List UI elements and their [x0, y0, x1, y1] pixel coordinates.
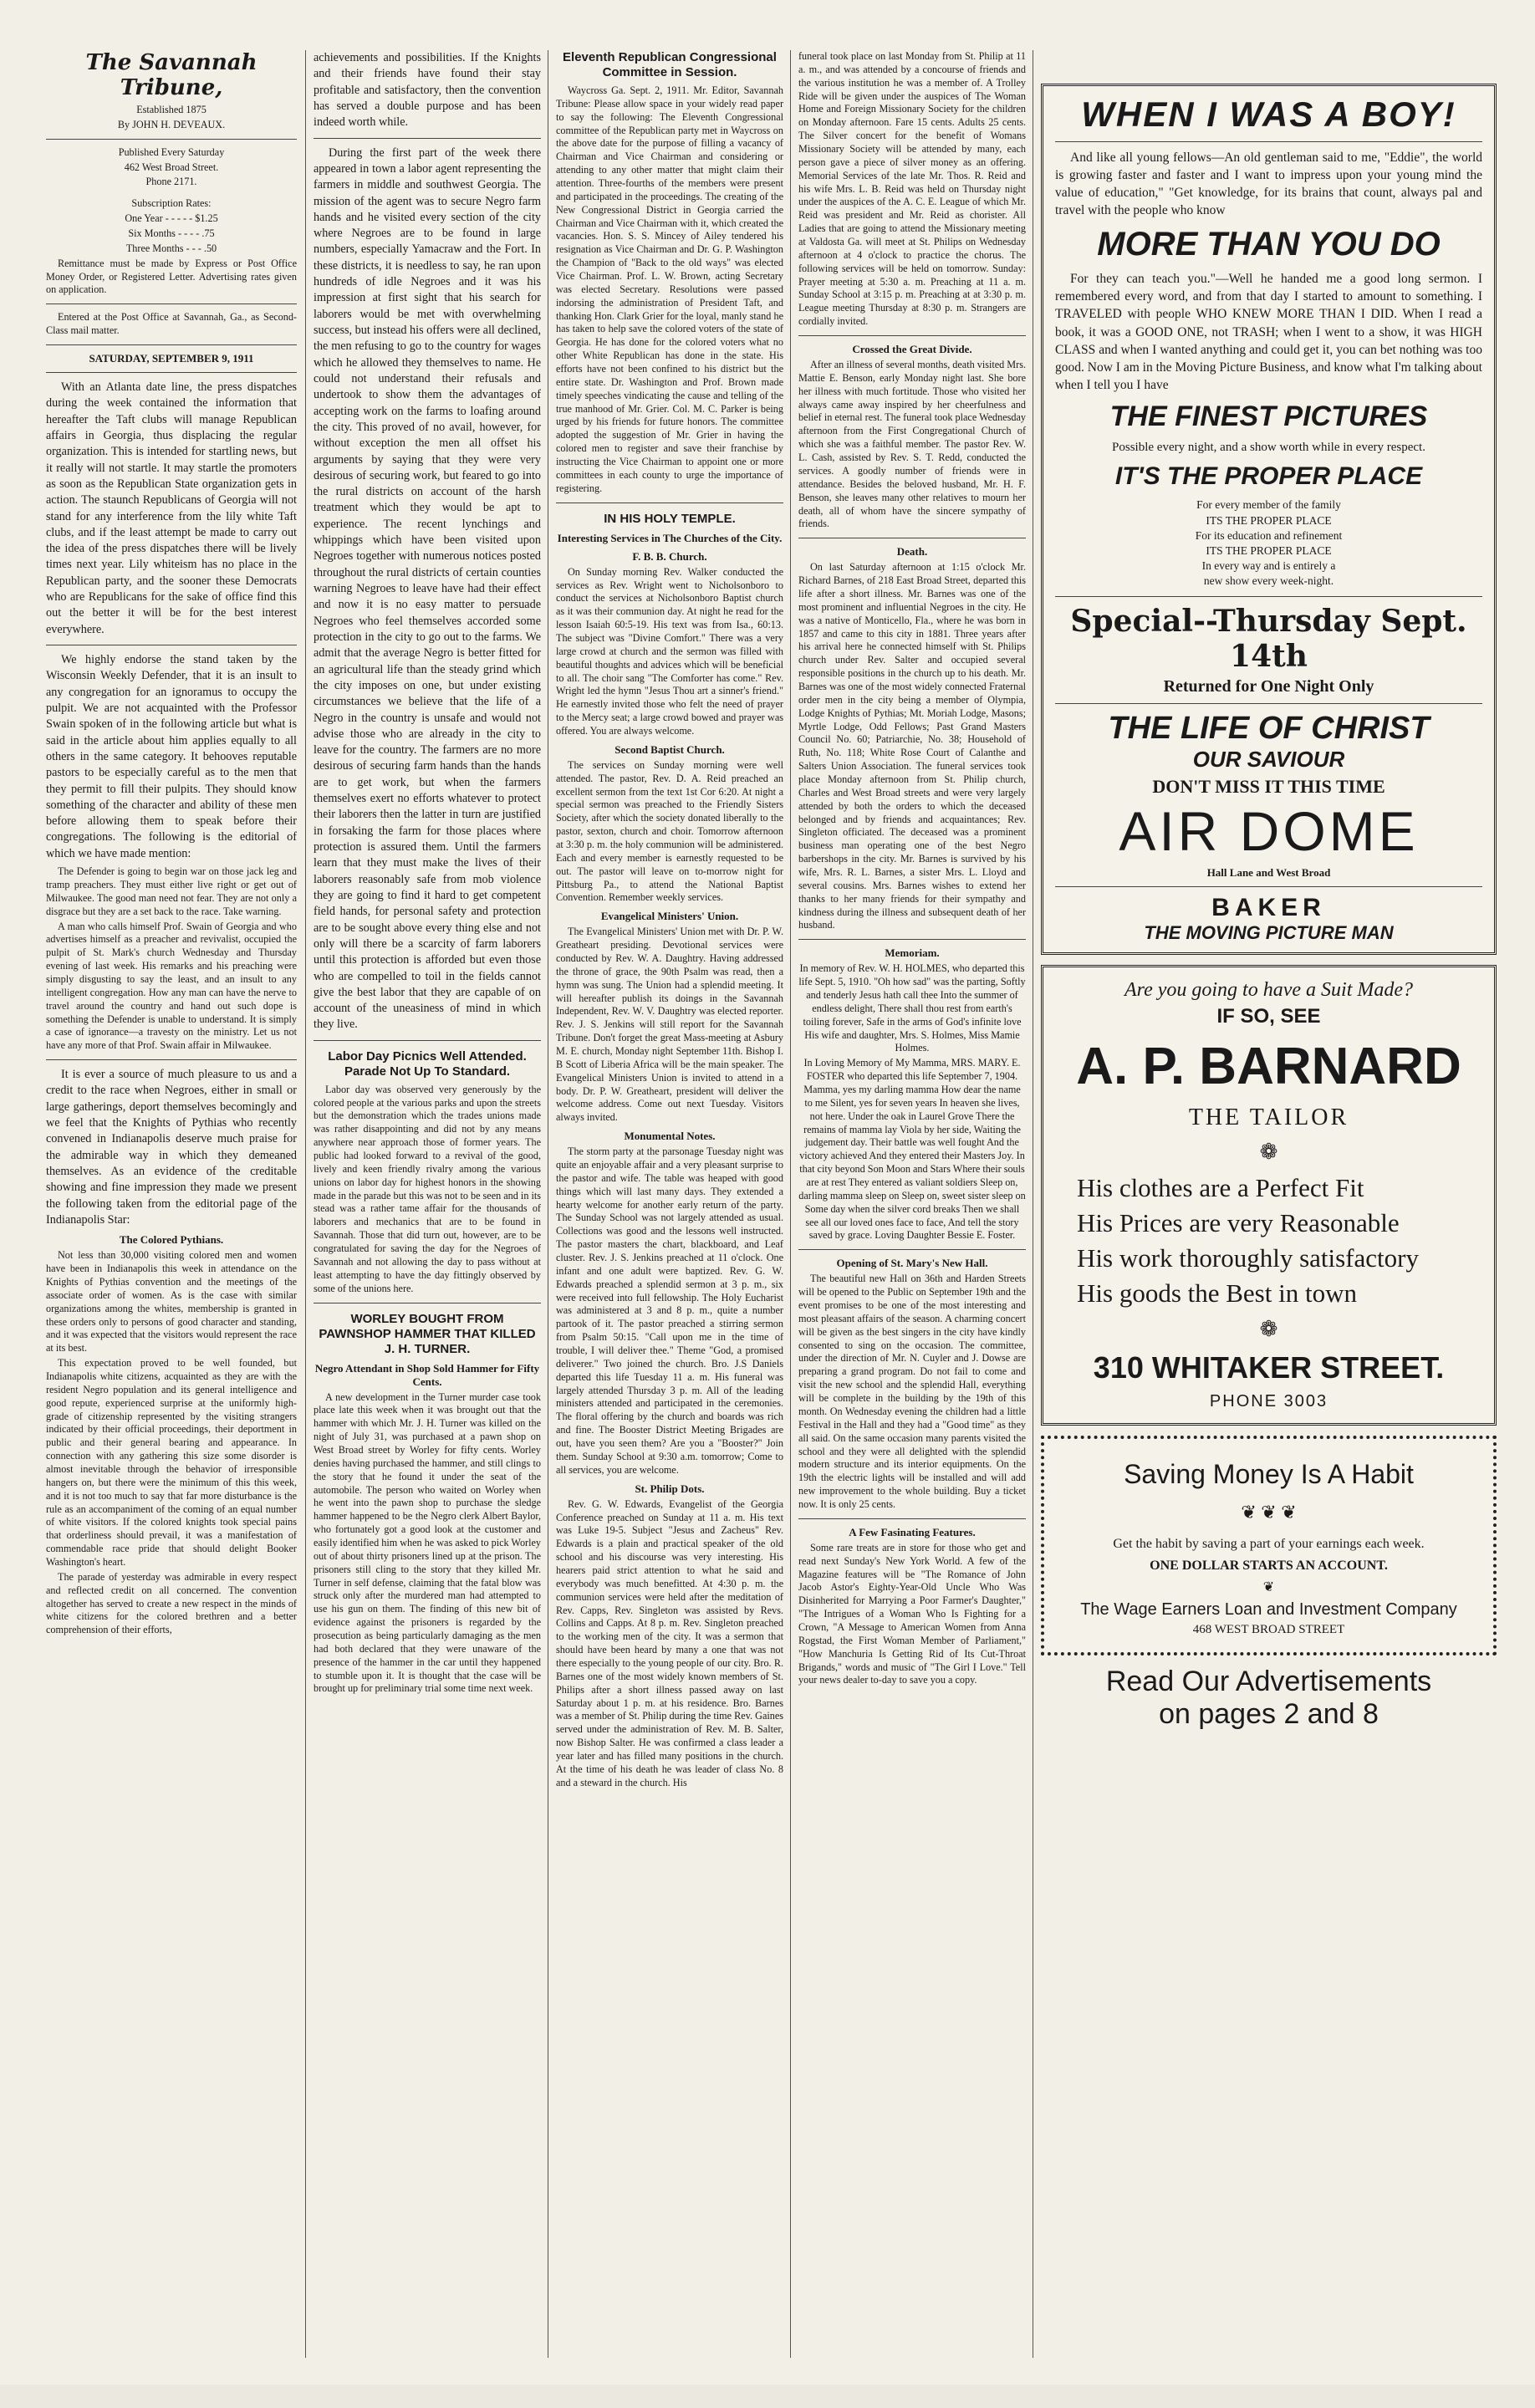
ad-subhead: DON'T MISS IT THIS TIME	[1152, 775, 1385, 797]
issue-date: SATURDAY, SEPTEMBER 9, 1911	[89, 352, 254, 365]
divider	[46, 1059, 297, 1060]
features-text: Some rare treats are in store for those who get and read next Sunday's New York World. A few of the Magazine features will be "The Romance of John Jacob Astor's Eighty-Year-Old Uncle Who Was Disinherited for Marrying a Poor Farmer's Daughter," "The Intrigues of a Woman Who Is Fighting for a Crown, "A Message to American Women from Anna Rogstad, the First Woman Member of Parliament," "How Manchuria Is Getting Rid of Its Cut-Throat Brigands," words and music of "The Girl I Love." Tell your news dealer to-day to save you a copy.	[798, 1541, 1026, 1686]
pythians-text-1: Not less than 30,000 visiting colored men and women have been in Indianapolis this week in attendance on the Knights of Pythias convention and the meetings of the associate order of women. As is the case with similar organizations among the whites, membership is granted in these orders only to persons of good character and standing, and it was expected that the visitors would represent the race at its best.	[46, 1249, 297, 1354]
editorial-pulpit: We highly endorse the stand taken by the Wisconsin Weekly Defender, that it is an insult to any congregation for an ignoramus to occupy the pulpit. We are not acquainted with the Professor Swain spoken of in the following article but what is said in the article about him applies equally to all others in the same category. It behooves reputable pastors to be especially careful as to the men that they permit to fill their pulpits. They should know something of the character and ability of these men before allowing them to speak before their congregations. The following is the editorial of which we have made mention:	[46, 653, 297, 860]
editorial-labor-agent: During the first part of the week there appeared in town a labor agent representing the farmers in middle and southwest Georgia. The mission of the agent was to secure Negro farm hands and he visited every section of the city where Negroes are to be found in large numbers, especially Yamacraw and the Fort. In these districts, it is needless to say, he ran upon hundreds of idle Negroes and it was his impression at first sight that his search for laborers would be met with overwhelming success, but instead his offers were all declined, the men refusing to go to the country for wages which he allowed they themselves to name. He could not understand their refusals and undertook to show them the advantages of accepting work on the farms to loafing around the city. This proved of no avail, however, for without exception the men all offset his arguments by saying that they were very desirous of securing work, but feared to go into the rural districts on account of the harsh treatment which they would be apt to experience. The recent lynchings and whippings which have been visited upon Negroes together with numerous notices posted throughout the rural districts of certain counties warning Negroes to leave have had their effect and now it is no easy matter to persuade Negroes who feel themselves accorded some protection in the city to go out to the farms. We admit that the average Negro is better fitted for an agricultural life than the steady grind which the city imposes on one, but under existing circumstances we believe that the life of a Negro in the country is unsafe and would not advise those who are already in the city to leave for the country. The farmers are no more desirous of securing farm hands than the hands are to get work, but when the farmers themselves exert no efforts whatever to protect their laborers then the latter in turn are justified in forsaking the farm for those places where protection is assured them. Until the farmers learn that they must make the lives of their laborers reasonably safe from mob violence they are going to find it hard to get competent field hands, for personal safety and protection are to be sought above every thing else and not only will there be a scarcity of farm laborers until this protection is afforded but even those who are compelled to toil in the fields cannot give the best labor that they are capable of on account of the uneasiness of mind in which they live.	[314, 145, 541, 1032]
ad-text: For they can teach you."—Well he handed me a good long sermon. I remembered every word, and from that day I started to amount to something. I TRAVELED with people WHO KNEW MORE THAN I DID. When I read a book, it was a GOOD ONE, not TRASH; when I went to a show, it was HIGH CLASS and when I wanted anything and could get it, you can bet nothing was too good. Now I am in the Moving Picture Business, and know what I'm talking about when I tell you I have	[1055, 272, 1482, 392]
ad-headline: IT'S THE PROPER PLACE	[1114, 462, 1423, 491]
ad-text: Get the habit by saving a part of your earnings each week.	[1113, 1537, 1425, 1552]
divider	[798, 939, 1026, 940]
church-heading: F. B. B. Church.	[632, 549, 707, 563]
pages-notice: on pages 2 and 8	[1159, 1697, 1379, 1730]
divider	[798, 1249, 1026, 1250]
pythians-text-3: The parade of yesterday was admirable in every respect and reflected credit on all concerned. The convention altogether has served to create a new respect in the minds of white citizens for the colored brethren and a better comprehension of their efforts,	[46, 1570, 297, 1636]
ad-text: Possible every night, and a show worth while in every respect.	[1112, 440, 1425, 454]
ad-headline: THE LIFE OF CHRIST	[1108, 710, 1430, 746]
church-heading: Second Baptist Church.	[615, 742, 725, 756]
pythians-continued: achievements and possibilities. If the Knights and their friends have found their stay profitable and satisfactory, then the convention has served a double purpose and has been indeed worth while.	[314, 51, 541, 130]
church-text: On Sunday morning Rev. Walker conducted the services as Rev. Wright went to Nicholsonboro to conduct the services at Nicholsonboro Baptist church as it was their communion day. At night he read for the lesson Isaiah 60:5-19. His text was from Isa., 60:13. The subject was "Divine Comfort." There was a very large crowd at church and the sermon was filled with beautiful thoughts and advices which will be beneficial to all. The choir sang "The Comforter has come." Rev. Wright led the hymn "Jesus Thou art a sinner's friend." He earnestly invited those who felt the need of prayer to the Mercy seat; a large crowd bowed and prayer was offered. You are always welcome.	[556, 565, 783, 737]
article-heading: Labor Day Picnics Well Attended. Parade Not Up To Standard.	[328, 1048, 527, 1079]
ad-subhead: THE MOVING PICTURE MAN	[1144, 922, 1394, 944]
divider	[1055, 141, 1482, 142]
column-4	[798, 50, 1026, 2375]
ad-line: For its education and refinement	[1195, 528, 1343, 542]
ad-line: Hall Lane and West Broad	[1206, 866, 1331, 880]
st-philip-continued: funeral took place on last Monday from St. Philip at 11 a. m., and was attended by a concourse of friends and the various institution he was a member of. A Trolley Ride will be given under the auspices of The Woman Home and Foreign Missionary Society for the children on Monday afternoon. Fare 15 cents. Adults 25 cents. The Silver concert for the benefit of Womans Missionary Society will be attended by many, each person gave a piece of silver money as an offering. Memorial Services of the late Mr. Thos. R. Reid and his wife Mrs. L. B. Reid was held on Thursday night under the auspices of the A. C. E. League of which Mr. Reid was president and Mr. Reid as chorister. All Ladies that are going to attend the Missionary meeting at Valdosta Ga. will meet at St. Philips on Wednesday afternoon at 4 o'clock to practice the chorus. The following services will be held on tomorrow. Sunday: Prayer meeting at 5:30 a. m. Preaching at 11 a. m. Sunday School at 3:15 p. m. Preaching at at 3:30 p. m. League meeting Thursday at 8:30 p. m. Strangers are cordially invited.	[798, 50, 1026, 328]
memoriam-holmes: In memory of Rev. W. H. HOLMES, who departed this life Sept. 5, 1910. "Oh how sad" was the parting, Softly and tenderly Jesus hath call thee Into the summer of endless delight, There shall thou rest from earth's toiling forever, Safe in the arms of God's infinite love His wife and daughter, Mrs. S. Holmes, Miss Mamie Holmes.	[798, 962, 1026, 1054]
rate-line: Six Months - - - - .75	[128, 227, 215, 240]
section-subheading: Interesting Services in The Churches of the City.	[557, 531, 783, 544]
quote-defender-2: A man who calls himself Prof. Swain of Georgia and who advertises himself as a preacher and revivalist, occupied the pulpit of St. Mark's church Wednesday and Thursday evening of last week. His remarks and his preaching were simply disgusting to say the least, and an insult to any intelligent congregation. How any man can have the nerve to travel around the country and hand out such dope is something the Defender is unable to understand. It is simply a case of ignorance—a travesty on the ministry. Let us not have any more of that Prof. Swain affair in Milwaukee.	[46, 920, 297, 1052]
company-address: 468 WEST BROAD STREET	[1192, 1622, 1345, 1636]
ad-line: new show every week-night.	[1203, 574, 1334, 588]
divider	[1055, 703, 1482, 704]
ad-subhead: ONE DOLLAR STARTS AN ACCOUNT.	[1150, 1558, 1388, 1573]
airdome-logo: AIR DOME	[1119, 799, 1419, 862]
ads-column	[1041, 84, 1497, 2408]
quote-defender-1: The Defender is going to begin war on those jack leg and tramp preachers. They must either live right or get out of Milwaukee. The good man need not fear. They are not only a disgrace but they are a set back to the race. Take warning.	[46, 865, 297, 917]
divider	[46, 344, 297, 345]
church-text: Rev. G. W. Edwards, Evangelist of the Georgia Conference preached on Sunday at 11 a. m. His text was Luke 19-5. Subject "Jesus and Zacheus" Rev. Edwards is a plain and practical speaker of the old school and his discourse was very interesting. His hearers paid strict attention to what he said and everybody was much benefitted. At 4:30 p. m. the communion services were held after the meditation of Rev. Capps, Rev. Singleton was assisted by Revs. Collins and Capps. At 8 p. m. Rev. Singleton preached to the working men of the city. It was a sermon that should have been heard by many a one that was not there especially to the young people of our city. Bro. R. Barnes one of the most widely known members of St. Philips after a short illness passed away on last Saturday about 1 p. m. at his residence. Bro. Barnes was a member of St. Philip during the time Rev. Gaines served under the administration of Rev. M. B. Salter, now Bishop Salter. He was confirmed a class leader a year later and has filled many positions in the church. At the time of his death he was leader of class No. 8 and a steward in the church. His	[556, 1497, 783, 1788]
church-heading: Evangelical Ministers' Union.	[600, 910, 739, 923]
pythians-text-2: This expectation proved to be well founded, but Indianapolis white citizens, acquainted as they are with the resident Negro population and its general intelligence and good repute, experienced surprise at the uniformly high-grade of citizenship represented by the visiting strangers indicated by their official proceedings, their deportment in public and their general bearing and appearance. In connection with any gathering this size some disorder is almost inevitable through the behavior of irresponsible hangers on, but there were the minimum of this this week, and it is not too much to say that far more disturbance is the rule as an accompaniment of the coming of an equal number of white visitors. If the colored knights took special pains that orderliness should prevail, it was a manifestation of commendable race pride that should delight Booker Washington's heart.	[46, 1357, 297, 1569]
editorial-republican: With an Atlanta date line, the press dispatches during the week contained the information that hereafter the Taft clubs will manage Republican affairs in Georgia, thus displacing the regular organization. This is intended for startling news, but it really will not startle. It may startle the promoters as soon as the Republican State organization gets in action. The staunch Republicans of Georgia will not stand for any interference from the lily white Taft clubs, and if the least attempt be made to carry out the idea of the press dispatches there will be lively times next year. Lily whiteism has no place in the Republican party, and the sooner these Democrats who are Republicans for the sake of office find this out the better it will be for the best interest everywhere.	[46, 380, 297, 636]
column-2	[314, 50, 541, 2375]
ad-line: His Prices are very Reasonable	[1077, 1208, 1400, 1238]
masthead-phone: Phone 2171.	[145, 176, 197, 188]
divider	[314, 138, 541, 139]
editorial-pythians: It is ever a source of much pleasure to us and a credit to the race when Negroes, either in small or large gatherings, deport themselves becomingly and we feel that the Knights of Pythias who recently convened in Indianapolis deserve much praise for the admirable way in which they demeaned themselves. As an evidence of the creditable showing and fine impression they made we present the following taken from the editorial page of the Indianapolis Star:	[46, 1068, 297, 1227]
ad-text: And like all young fellows—An old gentleman said to me, "Eddie", the world is growing faster and faster and I want to impress upon your young mind the value of education," "Get knowledge, for its brains that count, always pal and travel with the people who know	[1055, 150, 1482, 218]
ornament-icon: ❁	[1259, 1317, 1278, 1342]
divider	[314, 1040, 541, 1041]
article-subheading: Negro Attendant in Shop Sold Hammer for Fifty Cents.	[314, 1361, 540, 1388]
divider	[46, 139, 297, 140]
worley-text: A new development in the Turner murder case took place late this week when it was brought out that the hammer with which Mr. J. H. Turner was killed on the night of July 31, was purchased at a pawn shop on West Broad street by Worley for fifty cents. Worley denies having purchased the hammer, and still clings to the story that he found it under the seat of the automobile. The person who waited on Worley when he went into the pawn shop to purchase the sledge hammer happened to be the Negro clerk Albert Baylor, who fortunately got a good look at the customer and easily identified him when he was asked to pick Worley out of about thirty prisoners lined up at the prison. The prisoners still cling to the story that they killed Mr. Turner in self defense, claiming that the fatal blow was struck only after the murdered man had attempted to use his gun on them. The finding of this new bit of evidence against the prisoners is regarded by the prosecution as being particularly damaging as the men had both declared that they were unaware of the presence of the hammer in the car until they happened to stumble upon it. It is thought that the case will be brought up for preliminary trial some time next week.	[314, 1390, 541, 1695]
masthead-title: The Savannah Tribune,	[85, 50, 258, 100]
committee-text: Waycross Ga. Sept. 2, 1911. Mr. Editor, Savannah Tribune: Please allow space in your widely read paper to say the following: The Eleventh Congressional committee of the Republican party met in Waycross on the above date for the purpose of filling a vacancy of Chairman and Vice Chairman and considering or attending to any other matter that might claim their attention. Three-fourths of the members were present and participated in the proceedings. The creating of the New Congressional District in Georgia carried the Chairman and Vice Chairman with it, which created the vacancies. Hon. S. S. Mincey of Ailey tendered his resignation as Vice Chairman and Dr. G. P. Washington the Champion of "Back to the old ways" was elected Vice Chairman. Prof. L. W. Brown, acting Secretary was elected Secretary. Resolutions were passed indorsing the administration of President Taft, and thanking Hon. Clark Grier for the loyal, manly stand he has taken to help save the colored voters of the state of Georgia. He has done for the colored voters what no other White Republican has done in the state. His efforts have not been confined to his district but the entire state. Dr. Washington and Prof. Brown made timely speeches vindicating the cause and telling of the true manhood of Mr. Grier. Col. M. C. Parker is being urged by his friends for future honors. The committee adopted the suggestion of Mr. Grier in having the colored men to register and save their franchise by instructing the Vice Chairman to appoint one or more committees in each county to urge the importance of registering.	[556, 84, 783, 494]
tailor-address: 310 WHITAKER STREET.	[1093, 1350, 1445, 1385]
hall-text: The beautiful new Hall on 36th and Harden Streets will be opened to the Public on September 19th and the event promises to be one of the most interesting and most pleasant affairs of the season. A charming concert will be given as the best singers in the city have kindly consented to sing on the occasion. The committee, under the direction of Mr. N. Cuyler and J. Dowse are preparing a grand program. Do not fail to come and visit the new school and the splendid Hall, everything will be complete in the building by the 19th of this month. On Wednesday evening the children had a little Festival in the Hall and they had a "Good time" as they all said. On the same occasion many parents visited the school and they were all delighted with the splendid modern structure and its interior equipments. On the 19th the electric lights will be installed and will add new improvement to the whole building. Buy a ticket now. It is only 25 cents.	[798, 1273, 1026, 1510]
article-heading: WORLEY BOUGHT FROM PAWNSHOP HAMMER THAT KILLED J. H. TURNER.	[319, 1311, 536, 1356]
ad-headline: Are you going to have a Suit Made?	[1124, 979, 1414, 1002]
remittance: Remittance must be made by Express or Post Office Money Order, or Registered Letter. Advertising rates given on application.	[46, 257, 297, 296]
church-text: The services on Sunday morning were well attended. The pastor, Rev. D. A. Reid preached an excellent sermon from the text 1st Cor 6:20. At night a special sermon was preached to the Friendly Sisters Society, after which the society donated liberally to the pastor, sexton, church and choir. Tomorrow afternoon at 3:30 p. m. the holy communion will be administered. Each and every member is earnestly requested to be out. The pastor will leave on to-morrow night for Pittsburg Pa., to attend the National Baptist Convention. Remember weekly services.	[556, 758, 783, 904]
ad-headline: WHEN I WAS A BOY!	[1081, 94, 1456, 134]
savings-ad	[1041, 1436, 1497, 1656]
ornament-icon: ❦	[1262, 1579, 1275, 1594]
ad-headline: THE FINEST PICTURES	[1109, 400, 1428, 432]
labor-day-text: Labor day was observed very generously by the colored people at the various parks and upon the streets but the demonstration which the trades unions made was rather disappointing and did not by any means anywhere near approach those of former years. The public had looked forward to a revival of the good, lively and keen friendly rivalry among the various unions on labor day for highest honors in the showing made in the parade but this was not to be seen and in its stead was a rather tame affair for the thousands of laborers and mechanics that are to be found in Savannah. Those that did turn out, however, are to be congratulated for saving the day for the Negroes of Savannah and not allowing the day to pass without at least attempting to have the day fittingly observed by some of the unions here.	[314, 1083, 541, 1294]
ad-line: ITS THE PROPER PLACE	[1206, 544, 1332, 558]
church-heading: St. Philip Dots.	[635, 1482, 705, 1495]
company-name: The Wage Earners Loan and Investment Company	[1080, 1599, 1457, 1619]
divider	[798, 335, 1026, 336]
church-heading: Monumental Notes.	[624, 1130, 716, 1143]
ad-line: For every member of the family	[1196, 498, 1341, 512]
memoriam-foster: In Loving Memory of My Mamma, MRS. MARY. E. FOSTER who departed this life September 7, 1904. Mamma, yes my darling mamma How dear the name to me Silent, yes for seven years In heaven she lives, not here. Under the oak in Laurel Grove There the remains of mamma lay Viola by her side, Waiting the judgement day. Their battle was well fought And the victory achieved And they entered their Masters Joy. In that city beyond Son Moon and Stars Where their souls are at rest They entered as valiant soldiers Sleep on, darling mamma sleep on Sleep on, sweet sister sleep on Some day when the silver cord breaks Then we shall see all our loved ones face to face, And tell the story saved by grace. Loving Daughter Bessie E. Foster.	[798, 1057, 1026, 1242]
established: Established 1875	[136, 104, 207, 115]
barnes-text: On last Saturday afternoon at 1:15 o'clock Mr. Richard Barnes, of 218 East Broad Street, departed this life after a short illness. Mr. Barnes was one of the most prominent and influential Negroes in the city. He was a native of Monticello, Fla., where he was born in 1857 and came to this city in 1881. Three years after his arrival here he connected himself with St. Philips church under Rev. Salter and occupied several responsible positions in the church up to his death. Mr. Barnes was one of the most widely connected Fraternal order men in the city being a member of Olympia, Lodge Knights of Pythias; Mt. Moriah Lodge, Masons; Myrtle Lodge, Odd Fellows; Past Grand Masters Council No. 60; Patriarchie, No. 38; Household of Ruth, No. 118; White Rose Court of Calanthe and Salters Union Association. The funeral services took place Monday afternoon from St. Philip church, Charles and West Broad streets and were very largely attended by both the orders to which the deceased belonged and by friends and acquaintances; Rev. Singleton officiated. The deceased was a prominent business man operating one of the best Negro barbershops in the city. Mr. Barnes is survived by his wife, Mrs. R. L. Barnes, a sister Mrs. L. Lloyd and several cousins. Mrs. Barnes wishes to extend her thanks to her many friends for their sympathy and kindness during the illness and subsequent death of her husband.	[798, 561, 1026, 931]
moving-picture-ad	[1041, 84, 1497, 955]
rate-line: One Year - - - - - $1.25	[125, 212, 218, 225]
article-heading: A Few Fasinating Features.	[849, 1525, 976, 1538]
divider	[1055, 596, 1482, 597]
rates-title: Subscription Rates:	[131, 197, 212, 210]
article-heading: Eleventh Republican Congressional Committee in Session.	[563, 50, 777, 79]
column-3	[556, 50, 783, 2375]
article-heading: Crossed the Great Divide.	[852, 343, 972, 356]
article-heading: The Colored Pythians.	[119, 1233, 224, 1247]
divider	[798, 1518, 1026, 1519]
ad-headline: BAKER	[1211, 894, 1326, 922]
divider	[1055, 886, 1482, 887]
article-heading: Opening of St. Mary's New Hall.	[836, 1257, 988, 1270]
column-1	[46, 50, 297, 2375]
ad-subhead: THE TAILOR	[1188, 1105, 1349, 1131]
section-heading: IN HIS HOLY TEMPLE.	[604, 511, 736, 526]
ad-headline: Saving Money Is A Habit	[1124, 1459, 1414, 1490]
tailor-phone: PHONE 3003	[1209, 1392, 1328, 1411]
benson-text: After an illness of several months, death visited Mrs. Mattie E. Benson, early Monday night last. She bore her illness with much fortitude. Those who visited her always came away inspired by her cheerfulness and belief in eternal rest. The funeral took place Wednesday afternoon from the First Congregational Church of which she was a faithful member. The pastor Rev. W. L. Cash, assisted by Rev. S. T. Redd, conducted the services. A goodly number of friends were in attendance. Besides the beloved husband, Mr. H. F. Benson, she leaves many other relatives to mourn her death, all of whom have the sincere sympathy of friends.	[798, 359, 1026, 530]
ad-headline: Special--Thursday Sept. 14th	[1070, 603, 1467, 674]
ad-line: ITS THE PROPER PLACE	[1206, 513, 1332, 527]
ad-line: In every way and is entirely a	[1201, 559, 1336, 573]
divider	[46, 372, 297, 373]
church-text: The storm party at the parsonage Tuesday night was quite an enjoyable affair and a very pleasant surprise to the pastor and wife. The table was heaped with good things which will last many days. They extended a hearty welcome for another early return of the party. The Sunday School was not largely attended as usual. Collections was good and the lessons well instructed. The pastor masters the chart, blackboard, and Leaf cluster. Rev. J. S. Jenkins preached at 11 o'clock. One infant and one adult were baptized. Rev. G. W. Edwards preached a splendid sermon at 3 p. m., six were received into full fellowship. The Holy Eucharist was administered at 3 and 8 p. m., quite a number partook of it. The pastor preached a stirring sermon from Psalm 50:15. "Call upon me in the time of trouble, I will deliver thee." Theme "God, a promised deliverer." Two joined the church. Bro. J.S Daniels departed this life Tuesday 11 a. m. His funeral was largely attended Thursday 3 p. m. All of the leading ministers attended and participated in the ceremonies. The floral offering by the church and boards was rich and fine. The Booster District Meeting Brigades are out, have you seen them? Are you a "Booster?" Join them. Sunday School at 9:30 a.m. tomorrow; Come to all services, you are welcome.	[556, 1145, 783, 1476]
ad-subhead: Returned for One Night Only	[1163, 676, 1374, 696]
published: Published Every Saturday	[118, 145, 225, 158]
barnard-name: A. P. BARNARD	[1076, 1038, 1461, 1096]
tailor-ad	[1041, 965, 1497, 1426]
ornament-icon: ❁	[1259, 1140, 1278, 1165]
article-heading: Memoriam.	[885, 946, 940, 960]
ad-line: His work thoroughly satisfactory	[1077, 1243, 1419, 1273]
church-text: The Evangelical Ministers' Union met with Dr. P. W. Greatheart presiding. Devotional services were conducted by Rev. W. A. Daughtry. Having addressed the throne of grace, the 90th Psalm was read, then a hymn was sung. The Union had a splendid meeting. It will hereafter publish its doings in the Savannah Independent, Rev. W. V. Daughtry was elected reporter. Rev. J. S. Jenkins will still report for the Savannah Tribune. Don't forget the great Mass-meeting at Asbury M. E. church, Monday night September 11th. Bishop I. B Scott of Liberia Africa will be the main speaker. The Evangelical Ministers Union is invited to attend in a body. Dr. P. W. Greatheart, president will deliver the welcome address. Come out next Tuesday. Visitors always invited.	[556, 926, 783, 1124]
read-ads-notice: Read Our Advertisements	[1105, 1665, 1432, 1697]
ornament-icon: ❦ ❦ ❦	[1241, 1502, 1297, 1523]
column-rule	[305, 50, 306, 2358]
ad-line: His goods the Best in town	[1077, 1278, 1357, 1309]
editor: By JOHN H. DEVEAUX.	[117, 118, 226, 130]
rate-line: Three Months - - - .50	[125, 242, 217, 254]
ad-subhead: IF SO, SEE	[1216, 1005, 1321, 1028]
ad-subhead: OUR SAVIOUR	[1192, 746, 1345, 772]
masthead-address: 462 West Broad Street.	[124, 161, 219, 173]
article-heading: Death.	[896, 545, 928, 559]
ad-headline: MORE THAN YOU DO	[1097, 226, 1441, 263]
ad-line: His clothes are a Perfect Fit	[1077, 1173, 1364, 1203]
entered-notice: Entered at the Post Office at Savannah, Ga., as Second-Class mail matter.	[46, 311, 297, 337]
column-rule	[790, 50, 791, 2358]
